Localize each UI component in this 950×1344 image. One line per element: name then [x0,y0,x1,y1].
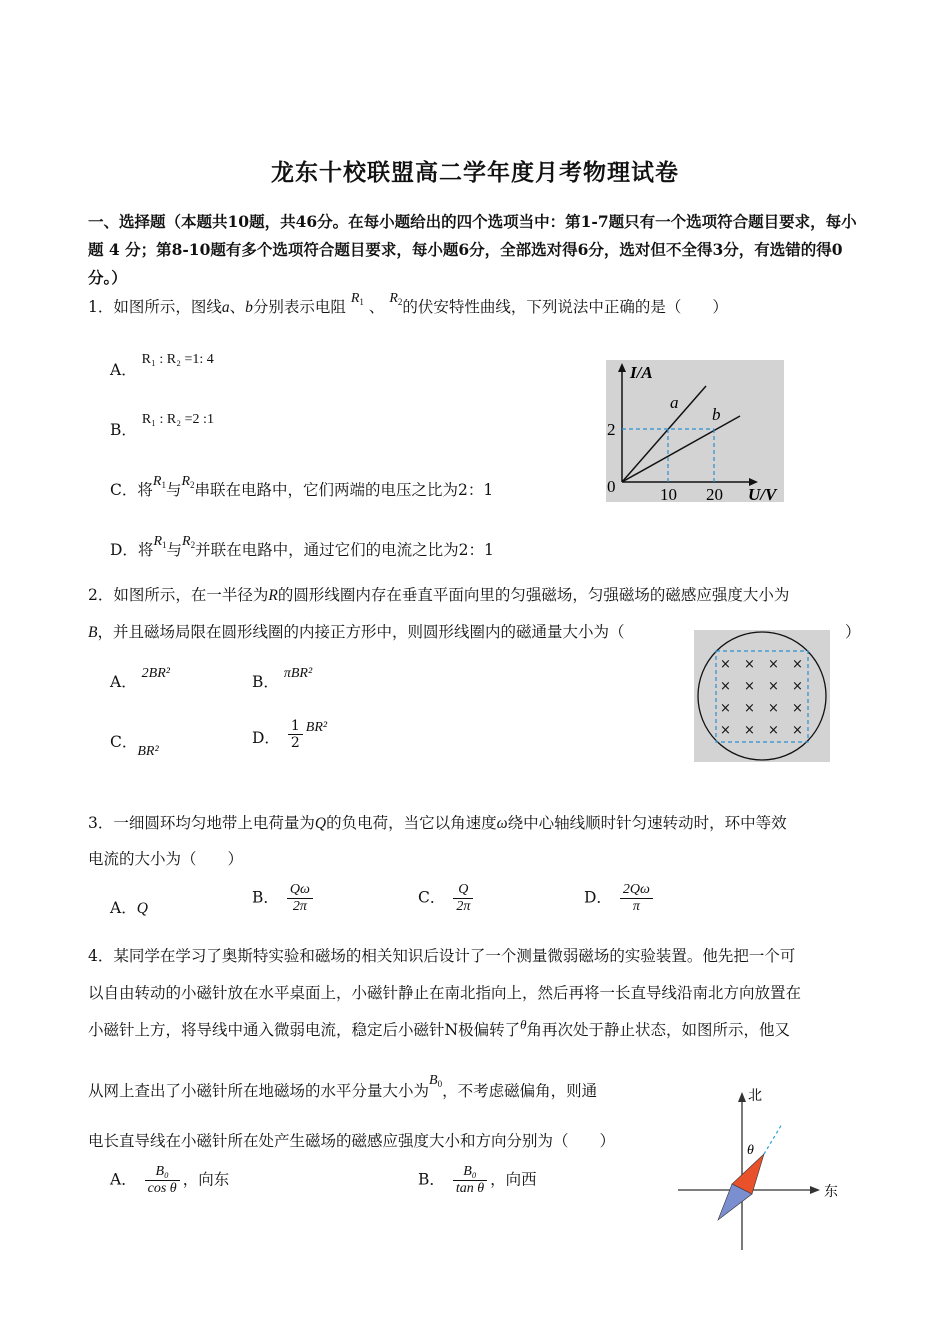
q3-option-a[interactable]: A．Q [110,899,148,917]
field-x-mark: × [720,723,731,738]
x-tick-label-1: 10 [660,485,677,502]
field-x-mark: × [792,657,803,672]
field-x-mark: × [768,657,779,672]
north-label: 北 [748,1088,762,1104]
line-b-label: b [712,405,721,424]
q1-option-c[interactable]: C．将$R_1$与$R_2$串联在电路中，它们两端的电压之比为2：1 [110,474,494,499]
line-a-label: a [670,393,679,412]
field-x-mark: × [792,701,803,716]
q2-stem-line1: 2．如图所示，在一半径为R的圆形线圈内存在垂直平面向里的匀强磁场，匀强磁场的磁感应强度大小为 [88,586,790,604]
q4-option-b[interactable]: B． $\frac{\text{B₀}}{\text{tan θ}}$ ，向西 [418,1164,537,1196]
q4-number: 4． [88,947,114,965]
q1-option-d[interactable]: D．将$R_1$与$R_2$并联在电路中，通过它们的电流之比为2：1 [110,534,494,559]
q3-option-d[interactable]: D． $\frac{2Q\omega}{\pi}$ [584,882,656,915]
field-x-mark: × [744,657,755,672]
q1-option-a[interactable]: A． R₁ : R₂ =1: 4 [110,352,214,379]
field-x-mark: × [720,701,731,716]
q3-option-b[interactable]: B． $\frac{Q\omega}{2\pi}$ [252,882,316,915]
q2-stem-line2: B，并且磁场局限在圆形线圈的内接正方形中，则圆形线圈内的磁通量大小为（ [88,623,625,641]
east-label: 东 [824,1184,838,1200]
origin-label: 0 [607,477,616,496]
x-axis-label: U/V [748,485,777,502]
q4-stem-line2: 以自由转动的小磁针放在水平桌面上，小磁针静止在南北指向上，然后再将一长直导线沿南北方向放置在 [88,984,802,1002]
field-x-mark: × [768,723,779,738]
q2-option-b[interactable]: B． πBR² [252,666,313,691]
q1-stem: 1．如图所示，图线a、b分别表示电阻 $R_1$ 、 $R_2$的伏安特性曲线，下列说法中正确的是（ ） [88,291,728,316]
q4-stem-line5: 电长直导线在小磁针所在处产生磁场的磁感应强度大小和方向分别为（ ） [88,1132,616,1150]
q3-option-c[interactable]: C． $\frac{Q}{2\pi}$ [418,882,476,915]
field-x-mark: × [720,657,731,672]
r1-symbol: $R_1$ [350,291,364,307]
figure-background [694,630,830,762]
q2-number: 2． [88,586,114,604]
y-axis-label: I/A [630,363,653,382]
field-x-mark: × [768,701,779,716]
q3-stem-line1: 3．一细圆环均匀地带上电荷量为Q的负电荷，当它以角速度ω绕中心轴线顺时针匀速转动时，环中等效 [88,814,787,832]
q4-stem-line3: 小磁针上方，将导线中通入微弱电流，稳定后小磁针N极偏转了$^\theta$角再次处于静止状态，如图所示，他又 [88,1017,790,1039]
circle-coil-figure [694,630,830,762]
angle-label: θ [747,1143,754,1158]
q4-stem-line4: 从网上查出了小磁针所在地磁场的水平分量大小为$B_0$，不考虑磁偏角，则通 [88,1073,598,1100]
field-x-mark: × [792,679,803,694]
y-tick-label: 2 [607,420,616,439]
field-x-mark: × [744,679,755,694]
q2-option-a[interactable]: A． 2BR² [110,666,170,691]
compass-needle-figure [670,1084,850,1254]
x-tick-label-2: 20 [706,485,723,502]
field-x-mark: × [768,679,779,694]
q4-option-a[interactable]: A． $\frac{\text{B₀}}{\text{cos θ}}$ ，向东 [110,1164,230,1196]
page-title: 龙东十校联盟高二学年度月考物理试卷 [271,159,679,186]
field-x-mark: × [744,723,755,738]
deflection-dash [764,1124,782,1154]
r2-symbol: $R_2$ [389,291,403,307]
iv-characteristic-graph [606,360,784,502]
q2-close-paren: ） [845,623,861,641]
field-x-mark: × [744,701,755,716]
east-arrow [810,1186,820,1194]
q3-number: 3． [88,814,114,832]
q1-number: 1． [88,298,114,316]
field-x-mark: × [792,723,803,738]
q2-option-c[interactable]: C．BR² [110,733,159,759]
q1-option-b[interactable]: B． R₁ : R₂ =2 :1 [110,412,214,439]
section-header: 一、选择题（本题共10题，共46分。在每小题给出的四个选项当中：第1-7题只有一个选项符合题目要求，每小题 4 分；第8-10题有多个选项符合题目要求，每小题6分，全部选对得6分，选对但不全得3分，有选错的得0分。） [88,212,857,287]
q4-stem-line1: 4．某同学在学习了奥斯特实验和磁场的相关知识后设计了一个测量微弱磁场的实验装置。他先把一个可 [88,947,796,965]
north-arrow [738,1092,746,1102]
option-b-expression: R₁ : R₂ =2 :1 [141,412,214,427]
q3-stem-line2: 电流的大小为（ ） [88,850,244,868]
q2-option-d[interactable]: D． $\frac{1}{2}$ BR² [252,718,328,751]
option-a-expression: R₁ : R₂ =1: 4 [141,352,214,367]
field-x-mark: × [720,679,731,694]
